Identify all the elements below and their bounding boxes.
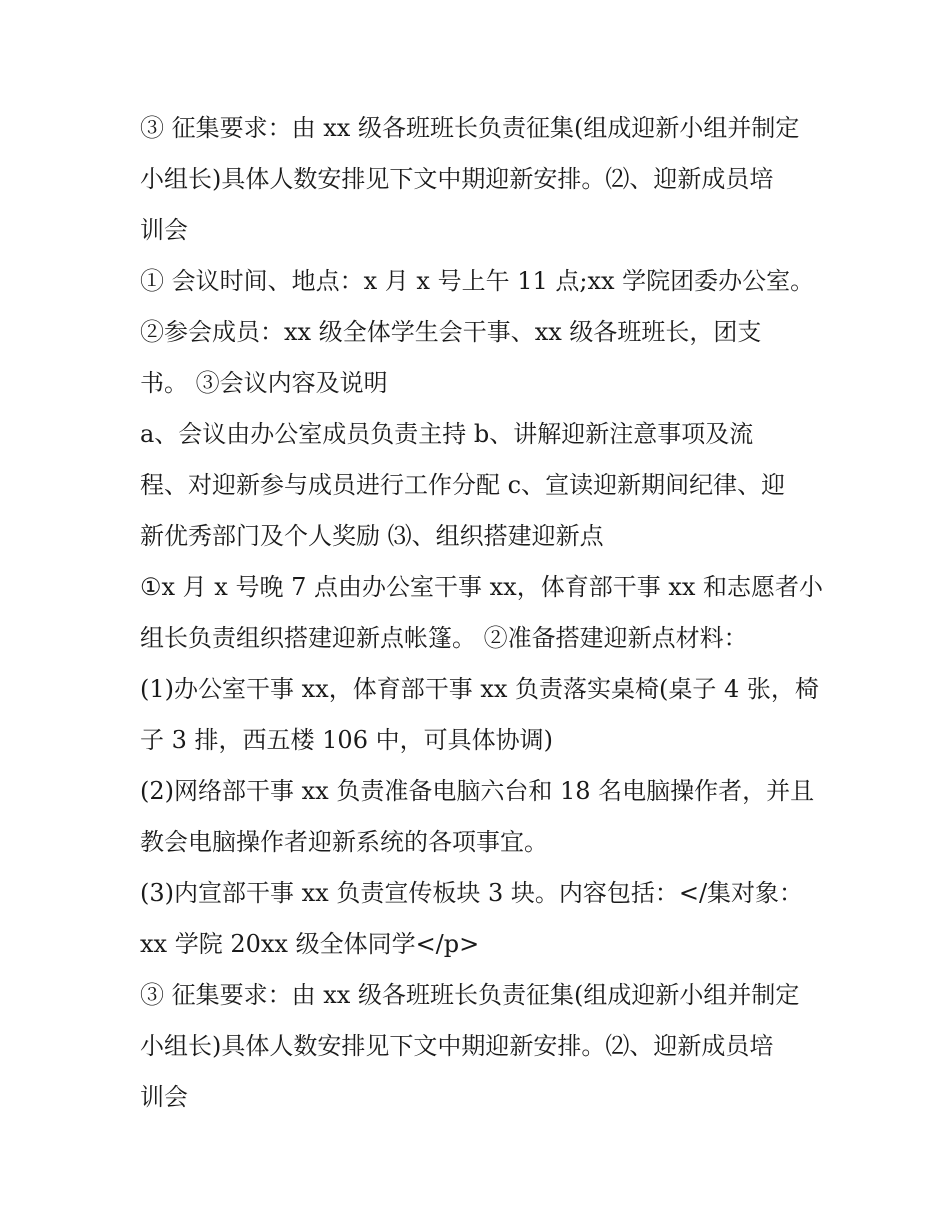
text-line: 程、对迎新参与成员进行工作分配 c、宣读迎新期间纪律、迎 bbox=[140, 471, 786, 499]
text-line: 书。 ③会议内容及说明 bbox=[140, 369, 388, 397]
text-line: 小组长)具体人数安排见下文中期迎新安排。⑵、迎新成员培 bbox=[140, 1032, 774, 1060]
text-line: 新优秀部门及个人奖励 ⑶、组织搭建迎新点 bbox=[140, 522, 604, 550]
text-line: 教会电脑操作者迎新系统的各项事宜。 bbox=[140, 828, 548, 856]
text-line: ③ 征集要求：由 xx 级各班班长负责征集(组成迎新小组并制定 bbox=[140, 114, 800, 142]
text-line: ①x 月 x 号晚 7 点由办公室干事 xx，体育部干事 xx 和志愿者小 bbox=[140, 573, 824, 601]
text-line: 训会 bbox=[140, 216, 188, 244]
text-line: xx 学院 20xx 级全体同学</p> bbox=[140, 930, 480, 958]
text-line: (1)办公室干事 xx，体育部干事 xx 负责落实桌椅(桌子 4 张，椅 bbox=[140, 675, 819, 703]
text-line: 小组长)具体人数安排见下文中期迎新安排。⑵、迎新成员培 bbox=[140, 165, 774, 193]
text-line: ③ 征集要求：由 xx 级各班班长负责征集(组成迎新小组并制定 bbox=[140, 981, 800, 1009]
text-line: ②参会成员：xx 级全体学生会干事、xx 级各班班长，团支 bbox=[140, 318, 762, 346]
text-line: 子 3 排，西五楼 106 中，可具体协调) bbox=[140, 726, 553, 754]
document-body bbox=[140, 103, 824, 1123]
text-line: 组长负责组织搭建迎新点帐篷。 ②准备搭建迎新点材料： bbox=[140, 624, 748, 652]
text-line: (3)内宣部干事 xx 负责宣传板块 3 块。内容包括：</集对象： bbox=[140, 879, 804, 907]
text-line: 训会 bbox=[140, 1083, 188, 1111]
text-line: a、会议由办公室成员负责主持 b、讲解迎新注意事项及流 bbox=[140, 420, 754, 448]
text-line: ① 会议时间、地点：x 月 x 号上午 11 点;xx 学院团委办公室。 bbox=[140, 267, 815, 295]
text-line: (2)网络部干事 xx 负责准备电脑六台和 18 名电脑操作者，并且 bbox=[140, 777, 815, 805]
